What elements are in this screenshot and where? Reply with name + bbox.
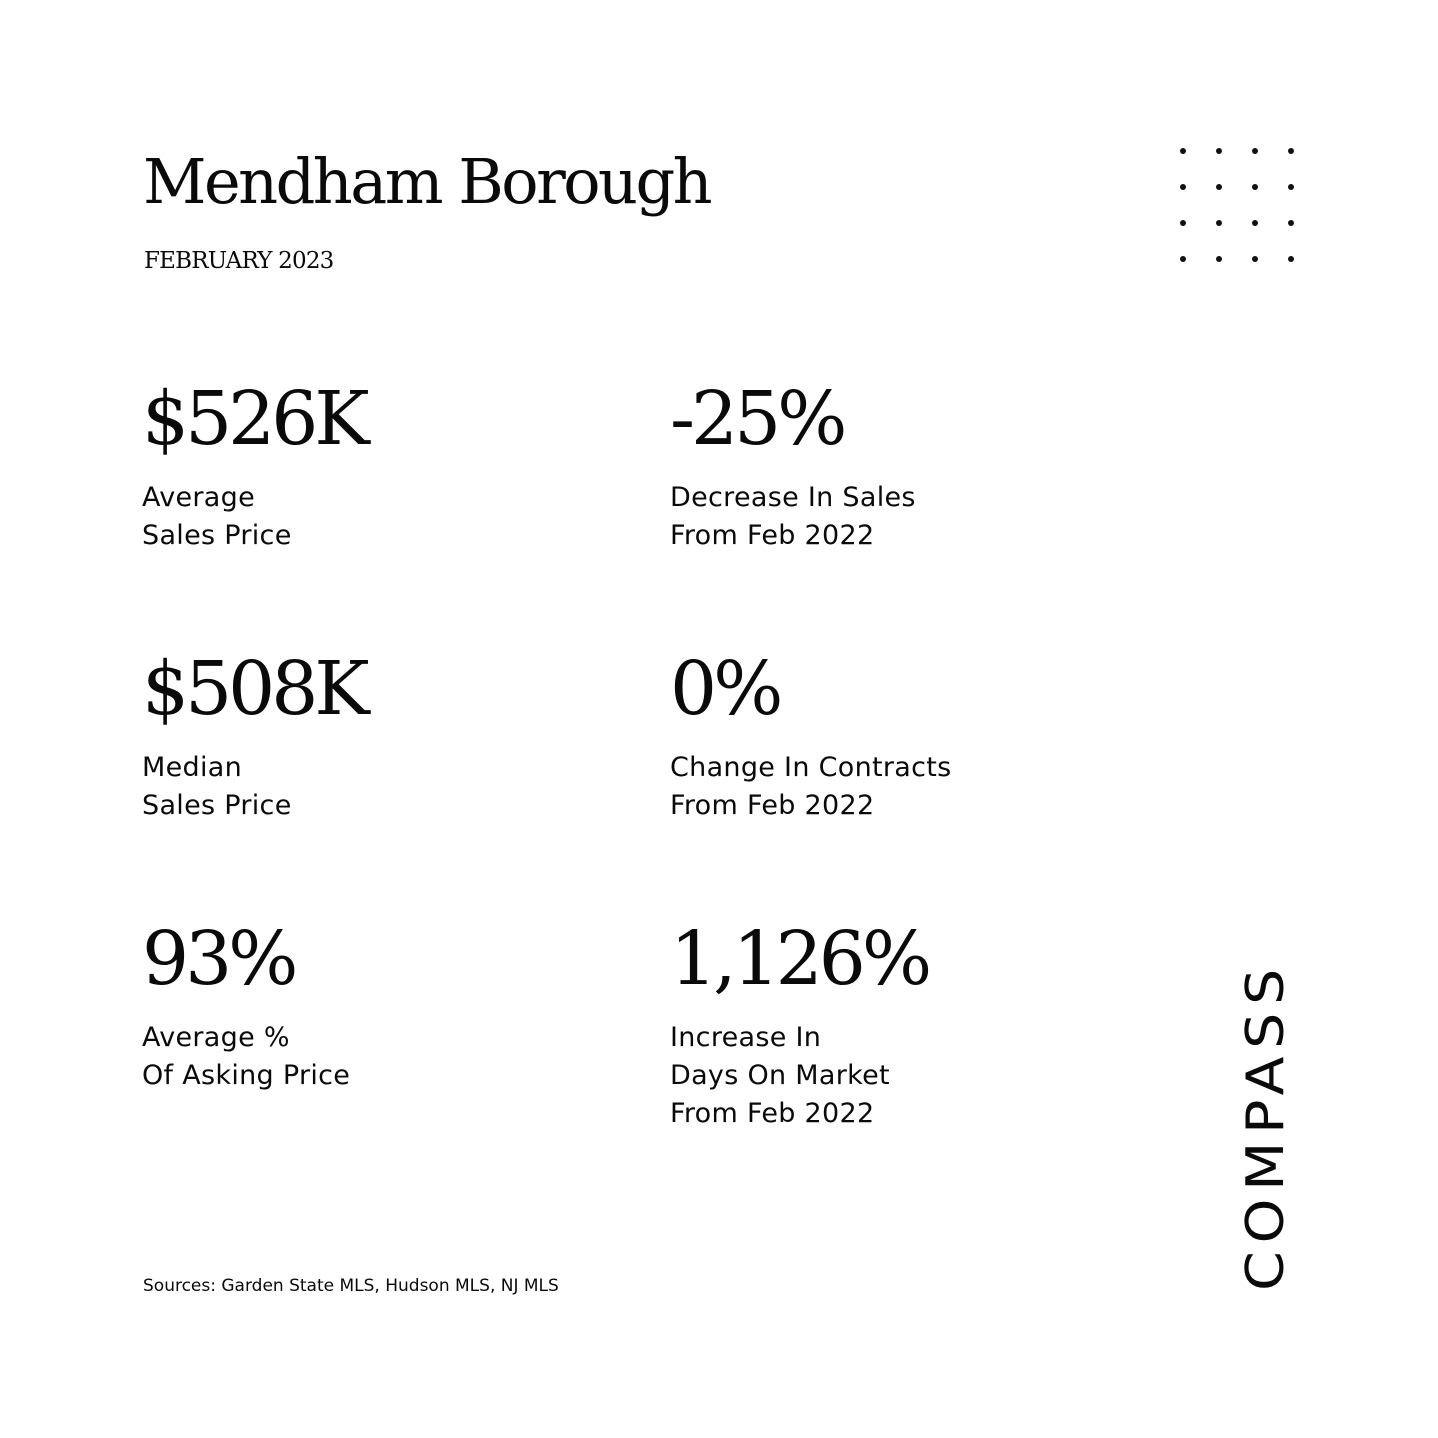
stat-value: $526K [142, 376, 366, 462]
grid-dot [1252, 220, 1258, 226]
stat-label [142, 479, 602, 555]
sources-footnote: Sources: Garden State MLS, Hudson MLS, NJ MLS [143, 1276, 559, 1296]
page-title: Mendham Borough [143, 145, 711, 218]
grid-dot [1180, 256, 1186, 262]
stat-value: 0% [670, 646, 780, 732]
stat-percent-of-asking [142, 914, 602, 1095]
stat-value: $508K [142, 646, 366, 732]
grid-dot [1252, 184, 1258, 190]
compass-logo [1236, 958, 1296, 1294]
stat-label-line: Increase In [670, 1022, 822, 1053]
grid-dot [1288, 256, 1294, 262]
stat-label-line: Average [142, 482, 255, 513]
grid-dot [1180, 220, 1186, 226]
stat-label [670, 1019, 1130, 1133]
stat-label-line: From Feb 2022 [670, 790, 875, 821]
grid-dot [1288, 148, 1294, 154]
dot-grid-icon [1172, 141, 1302, 267]
stat-label-line: Of Asking Price [142, 1060, 351, 1091]
stat-label [670, 479, 1130, 555]
stat-value: -25% [670, 376, 844, 462]
stat-label-line: From Feb 2022 [670, 520, 875, 551]
stat-label-line: Sales Price [142, 520, 292, 551]
report-period: FEBRUARY 2023 [144, 248, 334, 274]
stat-contracts-change [670, 644, 1130, 825]
stat-days-on-market-change [670, 914, 1130, 1133]
grid-dot [1216, 220, 1222, 226]
stat-label-line: Median [142, 752, 243, 783]
stat-label-line: Decrease In Sales [670, 482, 916, 513]
stat-value: 1,126% [670, 916, 929, 1002]
grid-dot [1288, 184, 1294, 190]
grid-dot [1288, 220, 1294, 226]
grid-dot [1216, 148, 1222, 154]
stat-value: 93% [142, 916, 295, 1002]
stat-sales-change [670, 374, 1130, 555]
grid-dot [1252, 256, 1258, 262]
grid-dot [1252, 148, 1258, 154]
stat-label-line: Sales Price [142, 790, 292, 821]
stat-median-sales-price [142, 644, 602, 825]
stat-label [142, 1019, 602, 1095]
logo-text: COMPASS [1236, 990, 1296, 1291]
grid-dot [1216, 256, 1222, 262]
stat-label-line: Average % [142, 1022, 290, 1053]
stat-average-sales-price [142, 374, 602, 555]
grid-dot [1180, 148, 1186, 154]
stat-label [142, 749, 602, 825]
stat-label-line: Change In Contracts [670, 752, 952, 783]
grid-dot [1180, 184, 1186, 190]
stat-label-line: Days On Market [670, 1060, 890, 1091]
grid-dot [1216, 184, 1222, 190]
stat-label [670, 749, 1130, 825]
stat-label-line: From Feb 2022 [670, 1098, 875, 1129]
